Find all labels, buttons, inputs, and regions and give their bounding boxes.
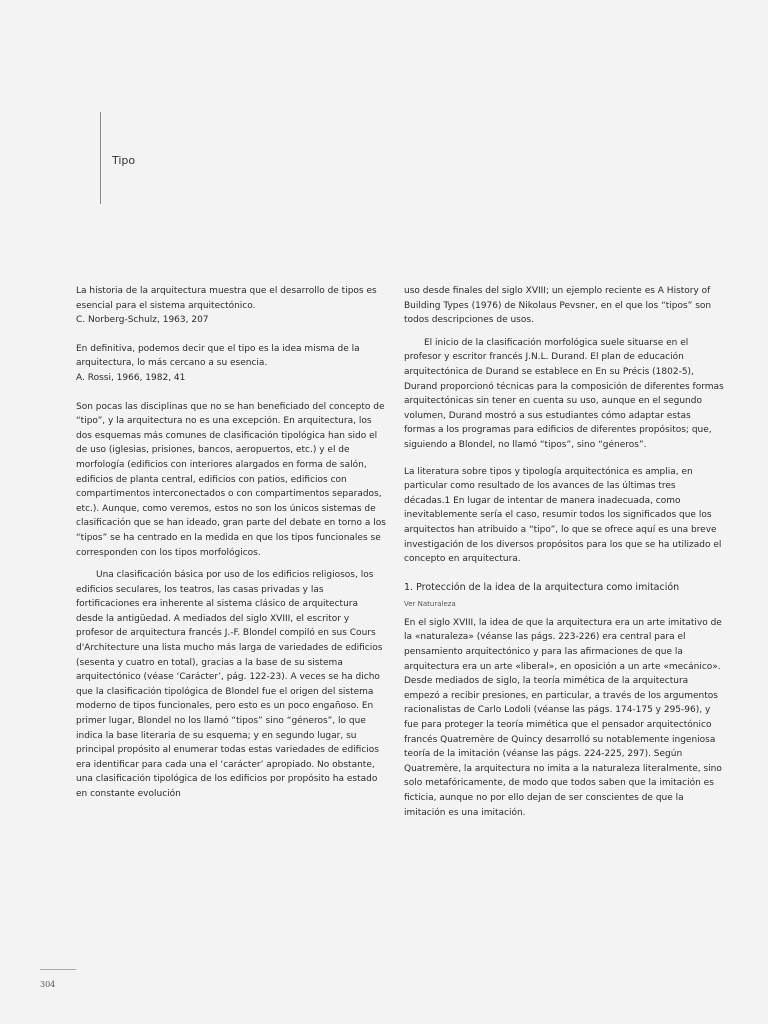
- body-paragraph: uso desde finales del siglo XVIII; un ejemplo reciente es A History of Building Types (1976) de Nikolaus Pevsner, en el que los “tipos” son todos descripciones de usos.: [404, 286, 712, 326]
- body-paragraph: El inicio de la clasificación morfológica suele situarse en el profesor y escritor francés J.N.L. Durand. El plan de educación arquitectónica de Durand se establece en En su Précis (1802-5), Durand proporcionó técnicas para la composición de diferentes formas arquitectónicas sin tener en cuenta su uso, aunque en el segundo volumen, Durand mostró a sus estudiantes cómo adaptar estas formas a los programas para edificios de diferentes propósitos; que, siguiendo a Blondel, no llamó “tipos”, sino “géneros”.: [404, 337, 724, 450]
- left-column: [76, 284, 388, 810]
- page-title: Tipo: [112, 154, 136, 167]
- section-subheading: Ver Naturaleza: [404, 600, 456, 609]
- body-paragraph: En el siglo XVIII, la idea de que la arquitectura era un arte imitativo de la «naturaleza» (véanse las págs. 223-226) era central para el pensamiento arquitectónico y para las afirmaciones de que la arquitectura era un arte «liberal», en oposición a un arte «mecánico». Desde mediados de siglo, la teoría mimética de la arquitectura empezó a recibir presiones, en particular, a través de los argumentos racionalistas de Carlo Lodoli (véanse las págs. 174-175 y 295-96), y fue para proteger la teoría mimética que el pensador arquitectónico francés Quatremère de Quincy desarrolló su notablemente ingeniosa teoría de la imitación (véanse las págs. 224-225, 297). Según Quatremère, la arquitectura no imita a la naturaleza literalmente, sino solo metafóricamente, de modo que todos saben que la imitación es ficticia, aunque no por ello dejan de ser conscientes de que la imitación es una imitación.: [404, 617, 722, 818]
- body-paragraph: La literatura sobre tipos y tipología arquitectónica es amplia, en particular como resultado de los avances de las últimas tres décadas.1 En lugar de intentar de manera inadecuada, como inevitablemente sería el caso, resumir todos los significados que los arquitectos han atribuido a “tipo”, lo que se ofrece aquí es una breve investigación de los diversos propósitos para los que se ha utilizado el concepto en arquitectura.: [404, 466, 722, 565]
- footer-rule: [40, 969, 76, 970]
- vertical-rule: [100, 112, 101, 204]
- page-number: 304: [40, 980, 56, 989]
- right-column: [404, 284, 724, 828]
- body-paragraph: Una clasificación básica por uso de los edificios religiosos, los edificios seculares, los teatros, las casas privadas y las fortificaciones era inherente al sistema clásico de arquitectura desde la antigüedad. A mediados del siglo XVIII, el escritor y profesor de arquitectura francés J.-F. Blondel compiló en sus Cours d'Architecture una lista mucho más larga de variedades de edificios (sesenta y cuatro en total), gracias a la base de su sistema arquitectónico (véase ‘Carácter’, pág. 122-23). A veces se ha dicho que la clasificación tipológica de Blondel fue el origen del sistema moderno de tipos funcionales, pero esto es un poco engañoso. En primer lugar, Blondel no los llamó “tipos” sino “géneros”, lo que indica la base literaria de su esquema; y en segundo lugar, su principal propósito al enumerar todas estas variedades de edificios era identificar para cada una el ‘carácter’ apropiado. No obstante, una clasificación tipológica de los edificios por propósito ha estado en constante evolución: [76, 570, 383, 799]
- quote-1: La historia de la arquitectura muestra que el desarrollo de tipos es esencial para el sistema arquitectónico.: [76, 286, 377, 311]
- section-heading: 1. Protección de la idea de la arquitectura como imitación: [404, 581, 680, 593]
- quote-2-source: A. Rossi, 1966, 1982, 41: [76, 372, 186, 383]
- quote-1-source: C. Norberg-Schulz, 1963, 207: [76, 315, 209, 326]
- body-paragraph: Son pocas las disciplinas que no se han beneficiado del concepto de “tipo”, y la arquitectura no es una excepción. En arquitectura, los dos esquemas más comunes de clasificación tipológica han sido el de uso (iglesias, prisiones, bancos, aeropuertos, etc.) y el de morfología (edificios con interiores alargados en forma de salón, edificios de planta central, edificios con patios, edificios con compartimentos interconectados o con compartimentos separados, etc.). Aunque, como veremos, estos no son los únicos sistemas de clasificación que se han ideado, gran parte del debate en torno a los “tipos” se ha centrado en la medida en que los tipos funcionales se corresponden con los tipos morfológicos.: [76, 401, 386, 558]
- quote-2: En definitiva, podemos decir que el tipo es la idea misma de la arquitectura, lo más cercano a su esencia.: [76, 343, 360, 369]
